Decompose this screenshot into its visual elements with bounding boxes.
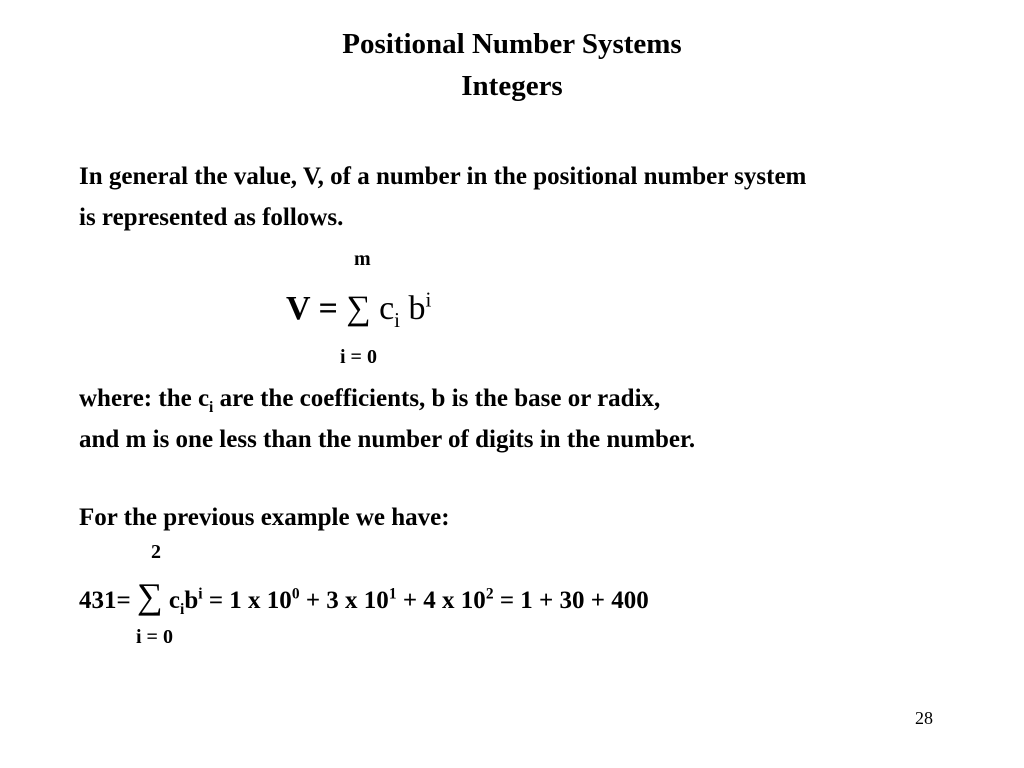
page-number: 28 bbox=[915, 708, 933, 728]
where-line-2: and m is one less than the number of digits in the number. bbox=[79, 426, 696, 453]
example-upper-limit: 2 bbox=[151, 541, 161, 563]
intro-line-2: is represented as follows. bbox=[79, 204, 344, 231]
example-heading: For the previous example we have: bbox=[79, 504, 450, 531]
example-lower-limit: i = 0 bbox=[136, 626, 173, 648]
general-formula bbox=[286, 287, 432, 332]
coefficient-term: $c_i$ bbox=[379, 290, 401, 332]
where-line-1: where: the $c_i$ are the coefficients, b is the base or radix, bbox=[79, 385, 661, 416]
sum-lower-limit: i = 0 bbox=[340, 346, 377, 368]
example-formula: 431= ∑ $c_ib^i = 1$ x $10^0 + 3$ x $10^1 + 4$ x $10^2 = 1 + 30 + 400$ bbox=[79, 576, 649, 618]
sigma-symbol: ∑ bbox=[346, 290, 371, 327]
intro-line-1: In general the value, V, of a number in the positional number system bbox=[79, 163, 807, 190]
slide-title: Positional Number Systems bbox=[342, 28, 682, 60]
formula-lhs: V = bbox=[286, 290, 338, 327]
example-sigma-symbol: ∑ bbox=[137, 576, 163, 616]
base-term: $b^i$ bbox=[408, 287, 432, 327]
sum-upper-limit: m bbox=[354, 248, 371, 270]
slide-subtitle: Integers bbox=[461, 70, 563, 102]
